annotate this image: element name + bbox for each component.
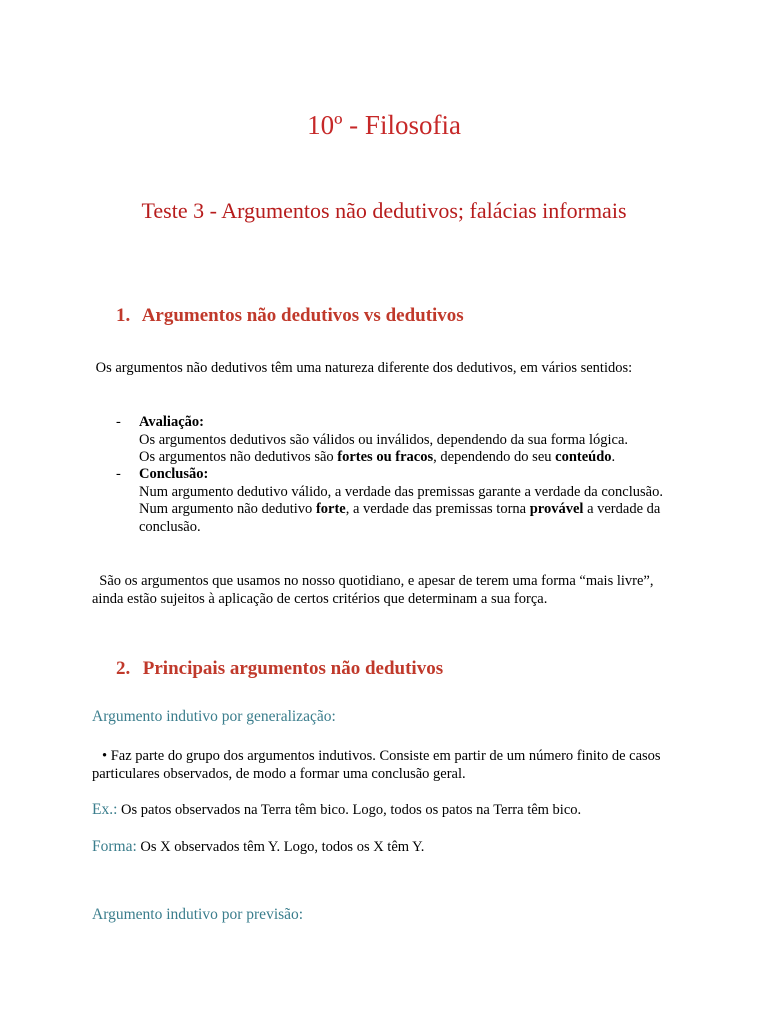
example-label: Ex.: [92,801,118,818]
bullet-paragraph [92,747,682,783]
criteria-label: Avaliação: [139,414,204,430]
criteria-text-2: Os argumentos não dedutivos são fortes ou fracos, dependendo do seu conteúdo. [139,449,616,465]
page-title: 10º - Filosofia [307,110,461,140]
section-1-number: 1. [116,305,131,326]
section-2-title: Principais argumentos não dedutivos [142,658,444,679]
bullet-text: Faz parte do grupo dos argumentos indutivos. Consiste em partir de um número finito de casos particulares observados, de modo a formar uma conclusão geral. [92,748,661,782]
dash-bullet: - [116,466,121,482]
section-1-title: Argumentos não dedutivos vs dedutivos [141,305,464,326]
section-1-heading [116,305,464,327]
criteria-text: Num argumento dedutivo válido, a verdade das premissas garante a verdade da conclusão. [139,483,663,500]
form-label: Forma: [92,838,137,855]
page-subtitle: Teste 3 - Argumentos não dedutivos; falácias informais [141,198,627,223]
section-1-closing: São os argumentos que usamos no nosso quotidiano, e apesar de terem uma forma “mais livre”, ainda estão sujeitos à aplicação de certos critérios que determinam a sua força. [92,573,658,607]
form-text: Os X observados têm Y. Logo, todos os X têm Y. [136,839,425,855]
example-line [92,801,581,819]
criteria-label: Conclusão: [139,466,209,482]
bullet-icon: • [102,748,108,764]
form-line [92,838,424,856]
subheading-previsao: Argumento indutivo por previsão: [92,906,304,923]
example-text: Os patos observados na Terra têm bico. Logo, todos os patos na Terra têm bico. [117,802,582,818]
criteria-text: Os argumentos dedutivos são válidos ou inválidos, dependendo da sua forma lógica. [139,431,629,448]
section-2-number: 2. [116,658,131,679]
section-2-heading [116,658,443,680]
section-1-intro: Os argumentos não dedutivos têm uma natureza diferente dos dedutivos, em vários sentidos: [92,360,633,376]
criteria-text-2: Num argumento não dedutivo forte, a verdade das premissas torna provável a verdade da conclusão. [139,501,661,535]
dash-bullet: - [116,414,121,430]
subheading-generalizacao: Argumento indutivo por generalização: [92,708,336,725]
